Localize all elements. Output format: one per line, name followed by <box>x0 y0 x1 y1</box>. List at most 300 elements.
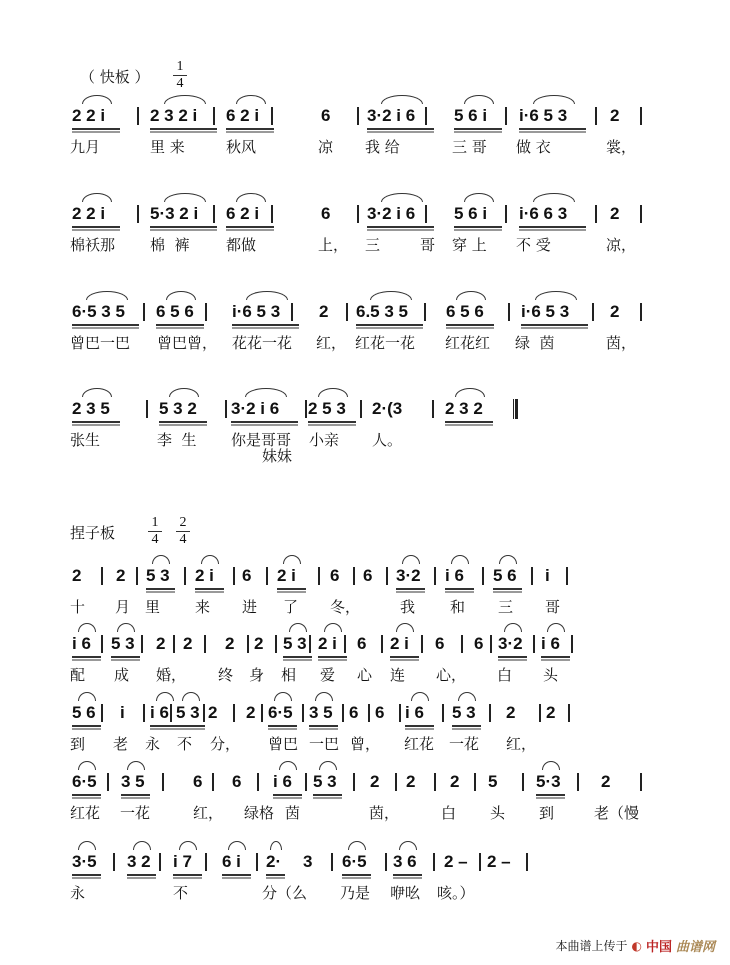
lyric-text: 红， <box>193 804 224 822</box>
barline <box>640 107 642 125</box>
note-group: 6 5 6 <box>156 302 194 321</box>
barline <box>213 205 215 223</box>
slur-arc <box>451 555 469 564</box>
beam-underline-secondary <box>541 659 570 661</box>
barline <box>233 704 235 722</box>
note-group: 5 3 <box>146 566 170 585</box>
note-group: 2 <box>506 703 516 722</box>
lyric-text: 心， <box>436 666 467 684</box>
note-group: 3 6 <box>393 852 417 871</box>
note-group: 2 <box>370 772 380 791</box>
beam-underline-secondary <box>222 877 251 879</box>
barline <box>368 704 370 722</box>
lyric-text: 心 <box>357 666 373 684</box>
beam-underline <box>445 421 493 423</box>
barline <box>421 635 423 653</box>
footer-brand-part1[interactable]: 中国 <box>645 940 672 955</box>
note-group: 2 <box>116 566 126 585</box>
barline <box>489 704 491 722</box>
barline <box>357 205 359 223</box>
slur-arc <box>78 761 96 770</box>
slur-arc <box>201 555 219 564</box>
note-group: 6.5 3 5 <box>356 302 408 321</box>
slur-arc <box>156 692 174 701</box>
beam-underline-secondary <box>454 229 502 231</box>
beam-underline <box>121 794 150 796</box>
beam-underline-secondary <box>268 728 297 730</box>
beam-underline <box>452 725 481 727</box>
beam-underline-secondary <box>498 659 527 661</box>
lyric-text: 里 <box>145 598 161 616</box>
slur-arc <box>279 761 297 770</box>
slur-arc <box>246 291 288 300</box>
beam-underline-secondary <box>156 327 204 329</box>
lyric-text: 老（慢 <box>594 804 640 822</box>
footer-credit <box>555 936 715 955</box>
beam-underline <box>150 226 217 228</box>
lyric-text: 咳。） <box>437 884 475 902</box>
footer-upload-text: 本曲谱上传于 <box>555 939 628 953</box>
beam-underline <box>342 874 371 876</box>
beam-underline <box>313 794 342 796</box>
barline <box>146 400 148 418</box>
beam-underline <box>454 226 502 228</box>
slur-arc <box>289 623 307 632</box>
beam-underline-secondary <box>313 797 342 799</box>
beam-underline <box>72 725 101 727</box>
lyric-text: 红花一花 <box>355 334 416 352</box>
beam-underline-secondary <box>150 728 179 730</box>
beam-underline <box>127 874 156 876</box>
lyric-text: 来 <box>195 598 211 616</box>
barline <box>568 704 570 722</box>
beam-underline-secondary <box>231 424 298 426</box>
lyric-text: 茵， <box>606 334 637 352</box>
note-group: 5 3 <box>452 703 476 722</box>
barline <box>141 635 143 653</box>
beam-underline <box>176 725 205 727</box>
beam-underline <box>266 874 285 876</box>
slur-arc <box>82 95 112 104</box>
barline <box>247 635 249 653</box>
lyric-text: 棉袄那 <box>70 236 116 254</box>
note-group: 6 <box>349 703 359 722</box>
note-group: 3·2 i 6 <box>367 106 416 125</box>
note-group: 2 <box>72 566 82 585</box>
barline <box>595 205 597 223</box>
note-group: 5 3 2 <box>159 399 197 418</box>
lyric-text: 不 <box>177 735 193 753</box>
lyric-text: 裳， <box>606 138 637 156</box>
lyric-text: 白 <box>497 666 513 684</box>
note-group: 6·5 <box>342 852 367 871</box>
slur-arc <box>78 841 96 850</box>
lyric-text: 李 生 <box>157 431 197 449</box>
barline <box>595 107 597 125</box>
beam-underline-secondary <box>159 424 207 426</box>
note-group: 2 i <box>195 566 214 585</box>
barline <box>256 853 258 871</box>
barline <box>434 567 436 585</box>
note-group: 5 3 <box>283 634 307 653</box>
beam-underline <box>150 725 179 727</box>
lyric-text: 绿格 <box>244 804 275 822</box>
lyric-text: 都做 <box>226 236 257 254</box>
beam-underline-secondary <box>150 131 217 133</box>
note-group: 3·2 <box>498 634 523 653</box>
beam-underline-secondary <box>309 728 338 730</box>
beam-underline <box>277 588 306 590</box>
lyric-text: 茵 <box>285 804 301 822</box>
note-group: 2 <box>156 634 166 653</box>
beam-underline <box>396 588 425 590</box>
barline <box>203 704 205 722</box>
lyric-text: 配 <box>70 666 86 684</box>
lyric-text: 红， <box>316 334 347 352</box>
slur-arc <box>78 692 96 701</box>
beam-underline-secondary <box>367 229 434 231</box>
barline <box>346 303 348 321</box>
lyric-text: 进 <box>242 598 258 616</box>
beam-underline <box>454 128 502 130</box>
barline <box>482 567 484 585</box>
lyric-text: 到 <box>70 735 86 753</box>
beam-underline-secondary <box>72 229 120 231</box>
beam-underline-secondary <box>521 327 588 329</box>
final-double-barline <box>513 399 518 419</box>
beam-underline-secondary <box>195 591 224 593</box>
slur-arc <box>455 388 485 397</box>
note-group: 3·5 <box>72 852 97 871</box>
slur-arc <box>324 623 342 632</box>
beam-underline <box>390 656 419 658</box>
barline <box>143 303 145 321</box>
lyric-text: 我 <box>400 598 416 616</box>
note-group: 3 5 <box>309 703 333 722</box>
note-group: 6·5 <box>72 772 97 791</box>
lyric-text: 红花 <box>70 804 101 822</box>
note-group: i 6 <box>405 703 424 722</box>
note-group: 3 <box>303 852 313 871</box>
lyric-text: 小亲 <box>309 431 340 449</box>
beam-underline-secondary <box>445 591 474 593</box>
note-group: 2 <box>546 703 556 722</box>
beam-underline <box>493 588 522 590</box>
barline <box>434 773 436 791</box>
slur-arc <box>236 193 266 202</box>
barline <box>159 853 161 871</box>
slur-arc <box>381 193 423 202</box>
lyric-text: 一巴 <box>309 735 340 753</box>
note-group: 6·5 <box>268 703 293 722</box>
beam-underline <box>405 725 434 727</box>
beam-underline <box>318 656 347 658</box>
beam-underline-secondary <box>111 659 140 661</box>
lyric-text: 和 <box>450 598 466 616</box>
note-group: i 7 <box>173 852 192 871</box>
lyric-text: 一花 <box>449 735 480 753</box>
beam-underline <box>159 421 207 423</box>
note-group: 6 <box>232 772 242 791</box>
beam-underline-secondary <box>273 797 302 799</box>
barline <box>261 704 263 722</box>
slur-arc <box>179 841 197 850</box>
barline <box>101 567 103 585</box>
beam-underline-secondary <box>493 591 522 593</box>
beam-underline <box>283 656 312 658</box>
note-group: 6 <box>474 634 484 653</box>
slur-arc <box>458 692 476 701</box>
lyric-text: 红， <box>506 735 537 753</box>
lyric-text: 冬， <box>330 598 361 616</box>
beam-underline-secondary <box>308 424 356 426</box>
lyric-text: 你是哥哥 <box>231 431 292 449</box>
barline <box>474 773 476 791</box>
note-group: 2·(3 <box>372 399 403 418</box>
barline <box>143 704 145 722</box>
lyric-text: 凉 <box>318 138 334 156</box>
beam-underline-secondary <box>72 728 101 730</box>
barline <box>271 107 273 125</box>
section1-tempo-label: （ 快板 ） <box>80 68 150 86</box>
barline <box>213 107 215 125</box>
note-group: 2 3 2 <box>445 399 483 418</box>
note-group: i·6 6 3 <box>519 204 568 223</box>
lyric-text: 到 <box>539 804 555 822</box>
barline <box>353 567 355 585</box>
beam-underline-secondary <box>150 229 217 231</box>
note-group: i·6 5 3 <box>519 106 568 125</box>
note-group: 2 <box>450 772 460 791</box>
lyric-text: 婚， <box>156 666 187 684</box>
beam-underline <box>222 874 251 876</box>
note-group: 6 <box>193 772 203 791</box>
note-group: 6 <box>321 204 331 223</box>
slur-arc <box>152 555 170 564</box>
beam-underline-secondary <box>72 131 120 133</box>
barline <box>539 704 541 722</box>
slur-arc <box>499 555 517 564</box>
note-group: 2 – <box>444 852 468 871</box>
beam-underline <box>72 226 120 228</box>
beam-underline <box>308 421 356 423</box>
slur-arc <box>236 95 266 104</box>
barline <box>381 635 383 653</box>
barline <box>505 205 507 223</box>
lyric-text: 人。 <box>372 431 403 449</box>
note-group: 5 6 <box>72 703 96 722</box>
barline <box>399 704 401 722</box>
slur-arc <box>166 291 196 300</box>
slur-arc <box>402 555 420 564</box>
barline <box>386 567 388 585</box>
slur-arc <box>270 841 282 850</box>
lyric-text: 不 <box>173 884 189 902</box>
lyric-text: 曾巴一巴 <box>70 334 131 352</box>
note-group: i 6 <box>541 634 560 653</box>
barline <box>275 635 277 653</box>
beam-underline-secondary <box>226 131 274 133</box>
slur-arc <box>396 623 414 632</box>
slur-arc <box>464 95 494 104</box>
barline <box>425 107 427 125</box>
slur-arc <box>381 95 423 104</box>
note-group: 2 5 3 <box>308 399 346 418</box>
beam-underline <box>367 226 434 228</box>
note-group: i 6 <box>445 566 464 585</box>
lyric-text: 上， <box>318 236 349 254</box>
barline <box>432 400 434 418</box>
beam-underline-secondary <box>342 877 371 879</box>
beam-underline-secondary <box>536 797 565 799</box>
beam-underline <box>521 324 588 326</box>
beam-underline-secondary <box>446 327 494 329</box>
note-group: 6 2 i <box>226 204 260 223</box>
lyric-text: 月 <box>115 598 131 616</box>
note-group: 2 2 i <box>72 106 106 125</box>
barline <box>266 567 268 585</box>
barline <box>137 205 139 223</box>
beam-underline <box>232 324 299 326</box>
barline <box>205 853 207 871</box>
note-group: 5·3 <box>536 772 561 791</box>
barline <box>640 205 642 223</box>
section2-time-signature-1: $\frac{1}{4}$ <box>148 516 162 547</box>
beam-underline-secondary <box>367 131 434 133</box>
barline <box>592 303 594 321</box>
note-group: 2 <box>225 634 235 653</box>
slur-arc <box>82 388 112 397</box>
note-group: 6 <box>357 634 367 653</box>
lyric-text: 做 衣 <box>516 138 551 156</box>
lyric-text: 永 <box>70 884 86 902</box>
barline <box>571 635 573 653</box>
barline <box>107 773 109 791</box>
slur-arc <box>370 291 412 300</box>
lyric-text: 咿吆 <box>390 884 421 902</box>
note-group: i 6 <box>150 703 169 722</box>
beam-underline <box>156 324 204 326</box>
barline <box>424 303 426 321</box>
barline <box>425 205 427 223</box>
beam-underline <box>226 128 274 130</box>
beam-underline-secondary <box>452 728 481 730</box>
beam-underline <box>72 324 139 326</box>
note-group: 3·2 <box>396 566 421 585</box>
beam-underline-secondary <box>356 327 423 329</box>
beam-underline-secondary <box>72 424 120 426</box>
lyric-text: 头 <box>543 666 559 684</box>
lyric-text: 棉 裤 <box>150 236 190 254</box>
footer-brand-part2[interactable]: 曲谱网 <box>675 940 715 955</box>
note-group: 3·2 i 6 <box>231 399 280 418</box>
lyric-text: 哥 <box>420 236 436 254</box>
note-group: 6 <box>435 634 445 653</box>
beam-underline <box>519 226 586 228</box>
slur-arc <box>535 291 577 300</box>
beam-underline-secondary <box>390 659 419 661</box>
barline <box>173 635 175 653</box>
note-group: 3·2 i 6 <box>367 204 416 223</box>
lyric-alternate-text: 妹妹 <box>262 447 293 465</box>
note-group: i 6 <box>273 772 292 791</box>
barline <box>137 107 139 125</box>
note-group: 2 <box>319 302 329 321</box>
beam-underline-secondary <box>445 424 493 426</box>
note-group: 5 3 <box>111 634 135 653</box>
slur-arc <box>533 95 575 104</box>
note-group: i <box>545 566 550 585</box>
beam-underline-secondary <box>277 591 306 593</box>
beam-underline-secondary <box>405 728 434 730</box>
note-group: 5·3 2 i <box>150 204 199 223</box>
lyric-text: 曾巴曾， <box>157 334 218 352</box>
lyric-text: 不 受 <box>516 236 551 254</box>
lyric-text: 曾巴 <box>268 735 299 753</box>
beam-underline-secondary <box>121 797 150 799</box>
beam-underline <box>536 794 565 796</box>
lyric-text: 乃是 <box>340 884 371 902</box>
lyric-text: 头 <box>490 804 506 822</box>
barline <box>353 773 355 791</box>
lyric-text: 爱 <box>320 666 336 684</box>
beam-underline-secondary <box>393 877 422 879</box>
beam-underline-secondary <box>72 659 101 661</box>
barline <box>531 567 533 585</box>
lyric-text: 凉， <box>606 236 637 254</box>
barline <box>461 635 463 653</box>
beam-underline-secondary <box>519 229 586 231</box>
lyric-text: 永 <box>145 735 161 753</box>
barline <box>344 635 346 653</box>
beam-underline <box>519 128 586 130</box>
barline <box>318 567 320 585</box>
note-group: 3 2 <box>127 852 151 871</box>
beam-underline-secondary <box>318 659 347 661</box>
slur-arc <box>169 388 199 397</box>
barline <box>101 635 103 653</box>
note-group: 2 <box>246 703 256 722</box>
beam-underline <box>541 656 570 658</box>
barline <box>302 704 304 722</box>
barline <box>225 400 227 418</box>
barline <box>640 303 642 321</box>
barline <box>212 773 214 791</box>
note-group: 2 – <box>487 852 511 871</box>
barline <box>233 567 235 585</box>
note-group: 6 <box>363 566 373 585</box>
beam-underline <box>72 794 101 796</box>
beam-underline-secondary <box>226 229 274 231</box>
section2-time-signature-2: $\frac{2}{4}$ <box>176 516 190 547</box>
barline <box>357 107 359 125</box>
barline <box>385 853 387 871</box>
note-group: 6 <box>242 566 252 585</box>
slur-arc <box>319 761 337 770</box>
slur-arc <box>78 623 96 632</box>
beam-underline-secondary <box>266 877 285 879</box>
barline <box>305 400 307 418</box>
lyric-text: 一花 <box>120 804 151 822</box>
beam-underline <box>72 656 101 658</box>
note-group: 5 3 <box>176 703 200 722</box>
beam-underline <box>111 656 140 658</box>
beam-underline <box>498 656 527 658</box>
note-group: 6·5 3 5 <box>72 302 125 321</box>
lyric-text: 分（么 <box>262 884 308 902</box>
beam-underline <box>72 421 120 423</box>
beam-underline <box>367 128 434 130</box>
